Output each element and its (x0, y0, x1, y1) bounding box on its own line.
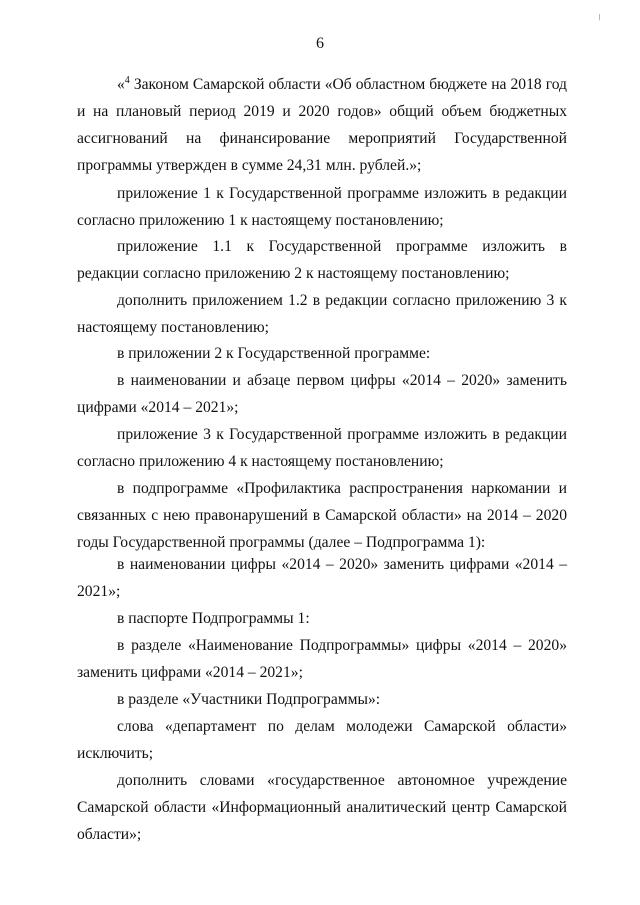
opening-quote: « (117, 76, 125, 93)
paragraph-5: в приложении 2 к Государственной программе: (117, 345, 431, 362)
paragraph-8: в подпрограмме «Профилактика распространения наркомании и связанных с нею правонарушений в Самарской области» на 2014 – 2020 годы Государственной программы (далее – Подпрограмма 1): (77, 480, 567, 551)
paragraph-13: слова «департамент по делам молодежи Самарской области» исключить; (77, 718, 567, 762)
paragraph-7: приложение 3 к Государственной программе изложить в редакции согласно приложению 4 к настоящему постановлению; (77, 426, 567, 470)
paragraph-12: в разделе «Участники Подпрограммы»: (117, 691, 381, 708)
paragraph-3: приложение 1.1 к Государственной программе изложить в редакции согласно приложению 2 к настоящему постановлению; (77, 238, 567, 282)
footnote-marker: 4 (124, 75, 130, 86)
paragraph-6: в наименовании и абзаце первом цифры «2014 – 2020» заменить цифрами «2014 – 2021»; (77, 372, 567, 416)
paragraph-1 (77, 71, 567, 179)
paragraph-4: дополнить приложением 1.2 в редакции согласно приложению 3 к настоящему постановлению; (77, 292, 567, 336)
page-number: 6 (316, 35, 324, 52)
paragraph-10: в паспорте Подпрограммы 1: (117, 610, 310, 627)
paragraph-14: дополнить словами «государственное автономное учреждение Самарской области «Информационный аналитический центр Самарской области»; (77, 772, 567, 843)
corner-mark: / (596, 11, 603, 23)
paragraph-text: Законом Самарской области «Об областном бюджете на 2018 год и на плановый период 2019 и 2020 годов» общий объем бюджетных ассигнований на финансирование мероприятий Государственной программы утвержден в сумме 24,31 млн. рублей.»; (77, 76, 567, 174)
paragraph-2: приложение 1 к Государственной программе изложить в редакции согласно приложению 1 к настоящему постановлению; (77, 185, 567, 229)
paragraph-11: в разделе «Наименование Подпрограммы» цифры «2014 – 2020» заменить цифрами «2014 – 2021»; (77, 637, 567, 681)
paragraph-9: в наименовании цифры «2014 – 2020» заменить цифрами «2014 – 2021»; (77, 556, 567, 600)
